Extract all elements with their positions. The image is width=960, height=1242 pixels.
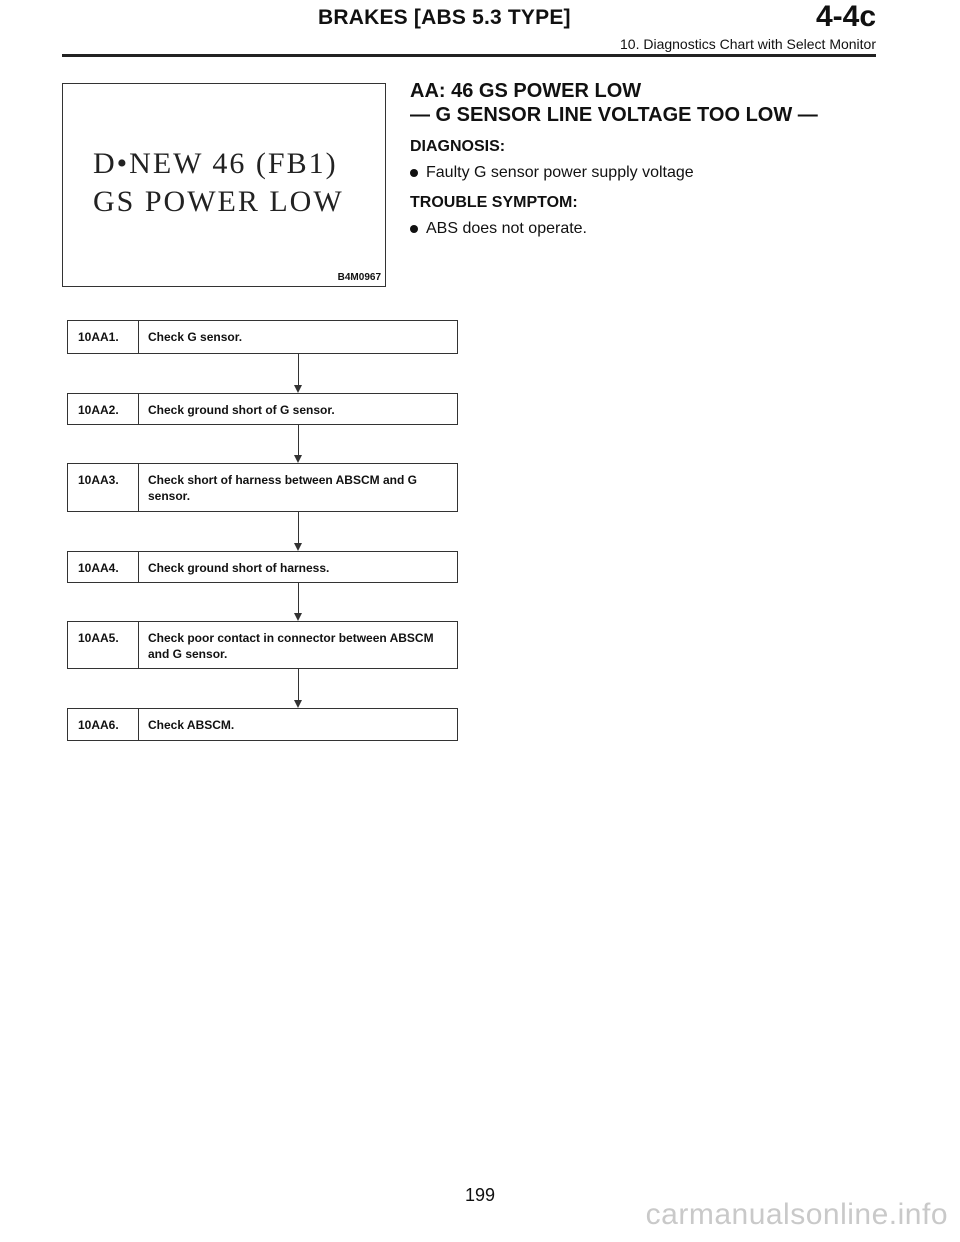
trouble-symptom-label: TROUBLE SYMPTOM: xyxy=(410,194,578,211)
page-number: 199 xyxy=(464,1185,496,1205)
step-number: 10AA1. xyxy=(68,321,139,353)
flow-step xyxy=(67,708,458,741)
step-text: Check ABSCM. xyxy=(148,718,235,732)
display-line-1: D•NEW 46 (FB1) xyxy=(93,147,338,180)
page-header-title: BRAKES [ABS 5.3 TYPE] xyxy=(318,6,571,29)
diagnosis-item-text: Faulty G sensor power supply voltage xyxy=(426,164,694,181)
arrow-down-icon xyxy=(294,455,302,463)
step-number: 10AA6. xyxy=(68,709,139,740)
arrow-down-icon xyxy=(294,613,302,621)
step-number: 10AA3. xyxy=(68,464,139,511)
step-number: 10AA5. xyxy=(68,622,139,668)
step-number: 10AA4. xyxy=(68,552,139,582)
section-code: 4-4c xyxy=(815,0,876,33)
watermark: carmanualsonline.info xyxy=(645,1198,948,1231)
flow-step xyxy=(67,463,458,512)
flow-step xyxy=(67,393,458,425)
flow-connector xyxy=(298,512,299,543)
arrow-down-icon xyxy=(294,385,302,393)
flow-connector xyxy=(298,669,299,700)
flow-connector xyxy=(298,425,299,455)
flow-step xyxy=(67,320,458,354)
arrow-down-icon xyxy=(294,700,302,708)
section-title-line-1: AA: 46 GS POWER LOW xyxy=(410,80,642,102)
step-number: 10AA2. xyxy=(68,394,139,424)
figure-id: B4M0967 xyxy=(337,272,381,283)
diagnosis-label: DIAGNOSIS: xyxy=(410,138,506,155)
flow-connector xyxy=(298,354,299,385)
flow-step xyxy=(67,551,458,583)
step-text: Check ground short of harness. xyxy=(148,561,330,575)
section-title-line-2: — G SENSOR LINE VOLTAGE TOO LOW — xyxy=(410,104,818,126)
step-text: Check G sensor. xyxy=(148,330,243,344)
arrow-down-icon xyxy=(294,543,302,551)
flow-step xyxy=(67,621,458,669)
symptom-item-text: ABS does not operate. xyxy=(426,220,587,237)
step-text: Check poor contact in connector between ABSCM and G sensor. xyxy=(148,631,434,661)
section-subtitle: 10. Diagnostics Chart with Select Monitor xyxy=(620,36,876,52)
step-text: Check ground short of G sensor. xyxy=(148,403,335,417)
display-line-2: GS POWER LOW xyxy=(93,185,344,218)
flow-connector xyxy=(298,583,299,613)
step-text: Check short of harness between ABSCM and G sensor. xyxy=(148,473,417,503)
